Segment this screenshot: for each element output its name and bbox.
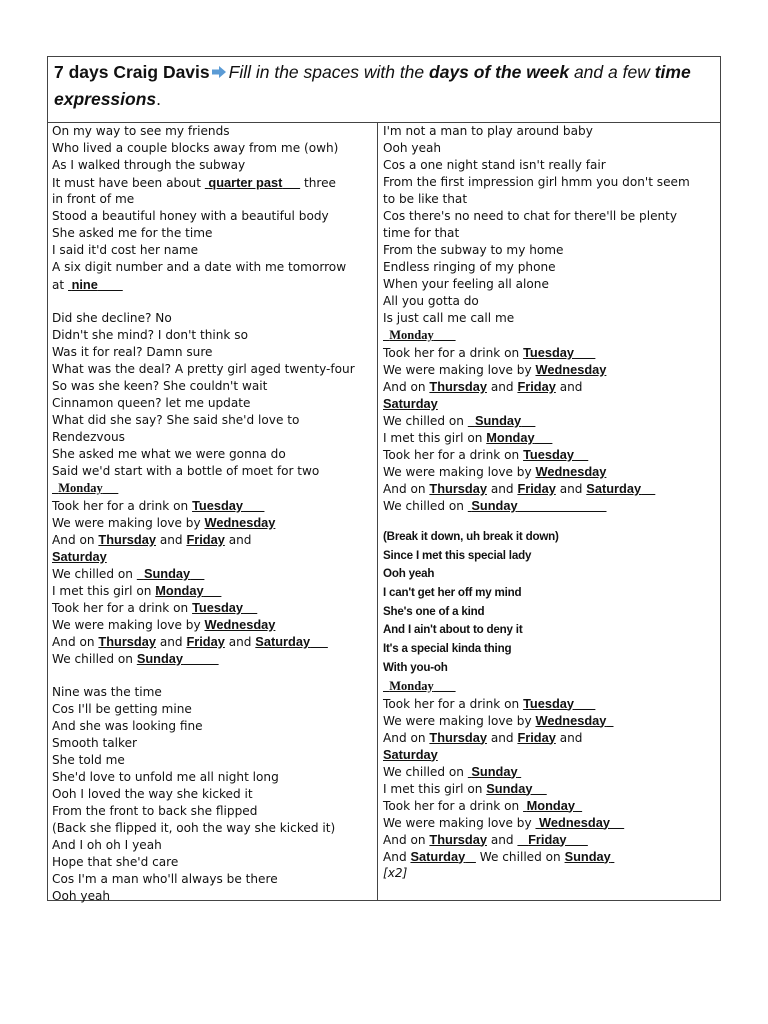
lyric-line: Took her for a drink on Tuesday	[52, 599, 373, 616]
lyric-line: From the first impression girl hmm you don't seem	[383, 175, 690, 189]
lyric-line: We were making love by Wednesday	[383, 464, 607, 479]
lyric-line: at nine	[52, 276, 373, 293]
lyric-line: We chilled on Sunday	[383, 763, 716, 780]
lyric-line: Is just call me call me	[383, 311, 515, 325]
lyric-line: She's one of a kind	[383, 604, 485, 618]
lyric-line: And on Thursday and Friday and Saturday	[52, 633, 373, 650]
answer-blank: Wednesday	[204, 515, 276, 530]
answer-blank: Thursday	[429, 481, 487, 496]
answer-blank: Sunday	[471, 498, 518, 513]
answer-blank: Saturday	[52, 549, 107, 564]
lyric-line: And on Thursday and Friday	[383, 831, 716, 848]
lyric-line: What did she say? She said she'd love to	[52, 413, 300, 427]
lyric-line: Cos a one night stand isn't really fair	[383, 158, 606, 172]
lyric-line: Didn't she mind? I don't think so	[52, 328, 248, 342]
stanza-gap	[52, 667, 373, 684]
lyric-line: And on Thursday and Friday and	[383, 379, 583, 394]
lyric-line: We chilled on Sunday	[52, 565, 373, 582]
lyric-line: I'm not a man to play around baby	[383, 124, 593, 138]
lyric-line: Smooth talker	[52, 736, 138, 750]
lyric-line: (Break it down, uh break it down)	[383, 530, 559, 543]
repeat-marker: [x2]	[383, 865, 408, 880]
lyric-line: And on Thursday and Friday and	[52, 532, 252, 547]
answer-blank: Friday	[517, 379, 556, 394]
lyric-line: Hope that she'd care	[52, 855, 179, 869]
answer-blank: Saturday	[383, 396, 438, 411]
lyric-line: We were making love by Wednesday	[383, 712, 716, 729]
answer-blank: Saturday	[255, 634, 311, 649]
lyric-line: As I walked through the subway	[52, 158, 246, 172]
worksheet-header: 7 days Craig Davis Fill in the spaces with the days of the week and a few time expressions.	[48, 57, 720, 123]
lyric-line: We chilled on Sunday	[383, 412, 716, 429]
lyric-line: On my way to see my friends	[52, 124, 230, 138]
answer-blank: nine	[71, 277, 98, 292]
lyric-line: Ooh I loved the way she kicked it	[52, 787, 253, 801]
lyric-line: We were making love by Wednesday	[52, 515, 276, 530]
lyric-line	[52, 548, 373, 565]
lyrics-column-right	[378, 123, 720, 900]
lyric-line	[52, 480, 373, 497]
song-title: 7 days Craig Davis	[54, 62, 210, 82]
lyric-line: And she was looking fine	[52, 719, 203, 733]
lyric-line: It's a special kinda thing	[383, 642, 512, 656]
lyric-line: Was it for real? Damn sure	[52, 345, 213, 359]
lyric-line: And I oh oh I yeah	[52, 838, 162, 852]
instructions: Fill in the spaces with the days of the week and a few time expressions	[54, 62, 691, 109]
lyric-line: We were making love by Wednesday	[383, 814, 716, 831]
lyric-line: Took her for a drink on Tuesday	[383, 446, 716, 463]
answer-blank: Tuesday	[523, 695, 575, 711]
answer-blank: Monday	[389, 328, 434, 342]
worksheet-table	[47, 56, 721, 901]
answer-blank: Sunday	[486, 780, 533, 796]
lyric-line: to be like that	[383, 192, 468, 206]
answer-blank: Thursday	[429, 729, 487, 745]
lyric-line: So was she keen? She couldn't wait	[52, 379, 268, 393]
answer-blank: Saturday	[586, 481, 642, 496]
stanza-gap	[52, 293, 373, 310]
lyric-line: We chilled on Sunday	[52, 650, 373, 667]
stanza-gap	[383, 514, 716, 528]
answer-blank: Friday	[186, 634, 225, 649]
answer-blank: Wednesday	[535, 464, 607, 479]
answer-blank: Wednesday	[535, 362, 607, 377]
lyric-line: We were making love by Wednesday	[383, 362, 607, 377]
lyric-line	[383, 395, 716, 412]
lyric-line: I can't get her off my mind	[383, 586, 522, 600]
lyric-line: When your feeling all alone	[383, 277, 549, 291]
answer-blank: Tuesday	[192, 600, 244, 615]
lyric-line: We were making love by Wednesday	[52, 617, 276, 632]
lyric-line: time for that	[383, 226, 460, 240]
answer-blank: Friday	[528, 831, 567, 847]
lyric-line: Rendezvous	[52, 430, 125, 444]
lyric-line: And on Thursday and Friday and Saturday	[383, 480, 716, 497]
answer-blank: Monday	[155, 583, 204, 598]
lyric-line: It must have been about quarter past three	[52, 175, 336, 190]
right-arrow-icon	[212, 66, 226, 78]
lyric-line: Took her for a drink on Tuesday _	[52, 498, 265, 513]
answer-blank: Sunday	[474, 413, 522, 428]
lyric-line: All you gotta do	[383, 294, 479, 308]
answer-blank: Sunday	[136, 651, 184, 666]
answer-blank: Friday	[517, 729, 556, 745]
answer-blank: Thursday	[429, 831, 487, 847]
lyric-line: Ooh yeah	[383, 141, 442, 155]
lyric-line: Who lived a couple blocks away from me (owh)	[52, 141, 339, 155]
lyric-line: She asked me for the time	[52, 226, 213, 240]
answer-blank: quarter past	[208, 175, 283, 190]
answer-blank: Monday	[58, 481, 103, 495]
lyric-line: From the front to back she flipped	[52, 804, 258, 818]
lyric-line: A six digit number and a date with me tomorrow	[52, 260, 347, 274]
answer-blank: Saturday	[383, 746, 438, 762]
lyric-line	[383, 327, 716, 344]
lyric-line: Cos there's no need to chat for there'll be plenty	[383, 209, 678, 223]
lyric-line: Cos I'll be getting mine	[52, 702, 192, 716]
answer-blank: Sunday	[471, 763, 518, 779]
answer-blank: Monday	[389, 678, 434, 693]
lyric-line: Cinnamon queen? let me update	[52, 396, 251, 410]
answer-blank: Sunday	[564, 848, 611, 864]
lyrics-column-left	[48, 123, 378, 903]
answer-blank: Thursday	[98, 532, 156, 547]
answer-blank: Tuesday	[523, 447, 575, 462]
lyric-line: Said we'd start with a bottle of moet for two	[52, 464, 320, 478]
answer-blank: Thursday	[98, 634, 156, 649]
lyric-line: What was the deal? A pretty girl aged twenty-four	[52, 362, 355, 376]
lyric-line: I met this girl on Monday	[52, 582, 373, 599]
lyric-line: Ooh yeah	[383, 567, 435, 581]
lyric-line: Ooh yeah	[52, 889, 111, 903]
lyric-line: Stood a beautiful honey with a beautiful body	[52, 209, 329, 223]
lyric-line: Did she decline? No	[52, 311, 172, 325]
lyric-line: And on Thursday and Friday and	[383, 729, 583, 745]
answer-blank: Tuesday _	[192, 498, 265, 513]
lyric-line: in front of me	[52, 192, 135, 206]
lyric-line: She'd love to unfold me all night long	[52, 770, 279, 784]
answer-blank: Monday	[486, 430, 535, 445]
lyric-line: With you-oh	[383, 660, 448, 674]
answer-blank: Saturday	[410, 848, 466, 864]
lyric-line: We chilled on Sunday	[383, 497, 716, 514]
answer-blank: Friday	[186, 532, 225, 547]
lyric-line: Took her for a drink on Monday	[383, 797, 716, 814]
answer-blank: Wednesday	[535, 712, 607, 728]
lyric-line: Nine was the time	[52, 685, 162, 699]
answer-blank: Sunday	[143, 566, 191, 581]
lyric-line: Cos I'm a man who'll always be there	[52, 872, 278, 886]
answer-blank: Thursday	[429, 379, 487, 394]
answer-blank: Wednesday	[539, 814, 610, 830]
lyric-line: Took her for a drink on Tuesday	[383, 344, 716, 361]
lyric-line: (Back she flipped it, ooh the way she kicked it)	[52, 821, 336, 835]
answer-blank: Monday	[526, 797, 575, 813]
answer-blank: Wednesday	[204, 617, 276, 632]
lyric-line: Endless ringing of my phone	[383, 260, 556, 274]
answer-blank: Tuesday	[523, 345, 575, 360]
lyric-line: I said it'd cost her name	[52, 243, 199, 257]
lyric-line: From the subway to my home	[383, 243, 564, 257]
lyric-line: And Saturday We chilled on Sunday	[383, 848, 716, 865]
lyric-line: And I ain't about to deny it	[383, 623, 523, 637]
lyric-line: Took her for a drink on Tuesday	[383, 695, 716, 712]
lyric-line	[383, 678, 716, 695]
lyric-line: I met this girl on Monday	[383, 429, 716, 446]
lyric-line	[383, 746, 716, 763]
answer-blank: Friday	[517, 481, 556, 496]
lyric-line: She asked me what we were gonna do	[52, 447, 286, 461]
lyric-line: She told me	[52, 753, 125, 767]
lyric-line: I met this girl on Sunday	[383, 780, 716, 797]
lyric-line: Since I met this special lady	[383, 548, 532, 562]
